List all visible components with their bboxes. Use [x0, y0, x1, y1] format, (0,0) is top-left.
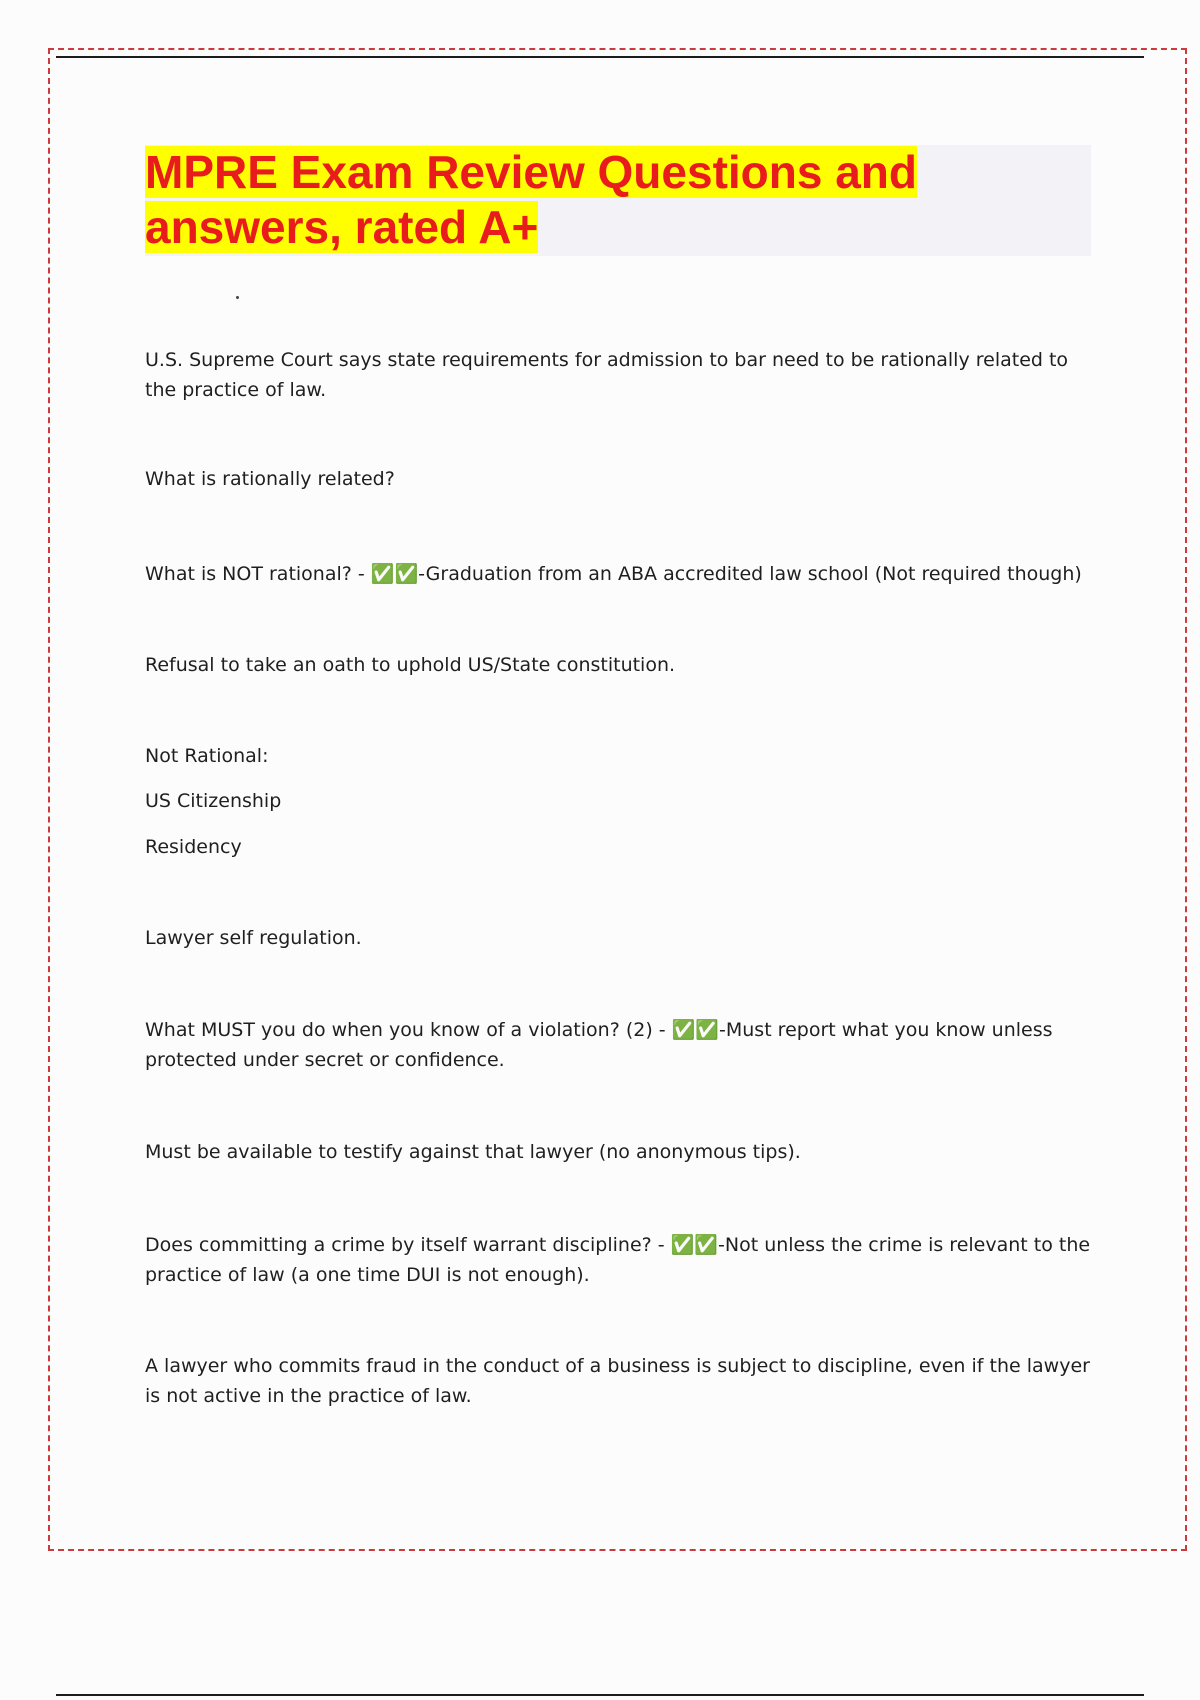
question-text: What is NOT rational? -	[145, 563, 371, 585]
title-line-1: MPRE Exam Review Questions and	[145, 146, 918, 198]
document-title	[145, 145, 1091, 255]
title-block	[145, 145, 1091, 256]
answer-text: -Must report what you know unless protected under secret or confidence.	[145, 1019, 1053, 1071]
paragraph-9	[145, 1015, 1095, 1075]
double-check-icon: ✅✅	[370, 563, 419, 585]
paragraph-3	[145, 559, 1095, 589]
paragraph-5: Not Rational:	[145, 745, 269, 767]
question-text: Does committing a crime by itself warrant discipline? -	[145, 1234, 671, 1256]
paragraph-10: Must be available to testify against that lawyer (no anonymous tips).	[145, 1141, 801, 1163]
paragraph-4: Refusal to take an oath to uphold US/State constitution.	[145, 654, 676, 676]
paragraph-12: A lawyer who commits fraud in the conduct of a business is subject to discipline, even if the lawyer is not active in the practice of law.	[145, 1355, 1090, 1407]
double-check-icon: ✅✅	[671, 1019, 719, 1041]
question-text: What MUST you do when you know of a violation? (2) -	[145, 1019, 672, 1041]
paragraph-11	[145, 1230, 1095, 1290]
paragraph-7: Residency	[145, 836, 242, 858]
paragraph-8: Lawyer self regulation.	[145, 927, 362, 949]
answer-text: -Not unless the crime is relevant to the practice of law (a one time DUI is not enough).	[145, 1234, 1091, 1286]
title-line-2: answers, rated A+	[145, 201, 539, 253]
footer-rule	[56, 1694, 1144, 1696]
paragraph-1: U.S. Supreme Court says state requirements for admission to bar need to be rationally related to the practice of law.	[145, 349, 1069, 401]
header-rule	[56, 56, 1144, 58]
stray-dot	[236, 296, 239, 299]
paragraph-6: US Citizenship	[145, 790, 282, 812]
double-check-icon: ✅✅	[670, 1234, 719, 1256]
paragraph-2: What is rationally related?	[145, 468, 395, 490]
answer-text: -Graduation from an ABA accredited law school (Not required though)	[418, 563, 1082, 585]
